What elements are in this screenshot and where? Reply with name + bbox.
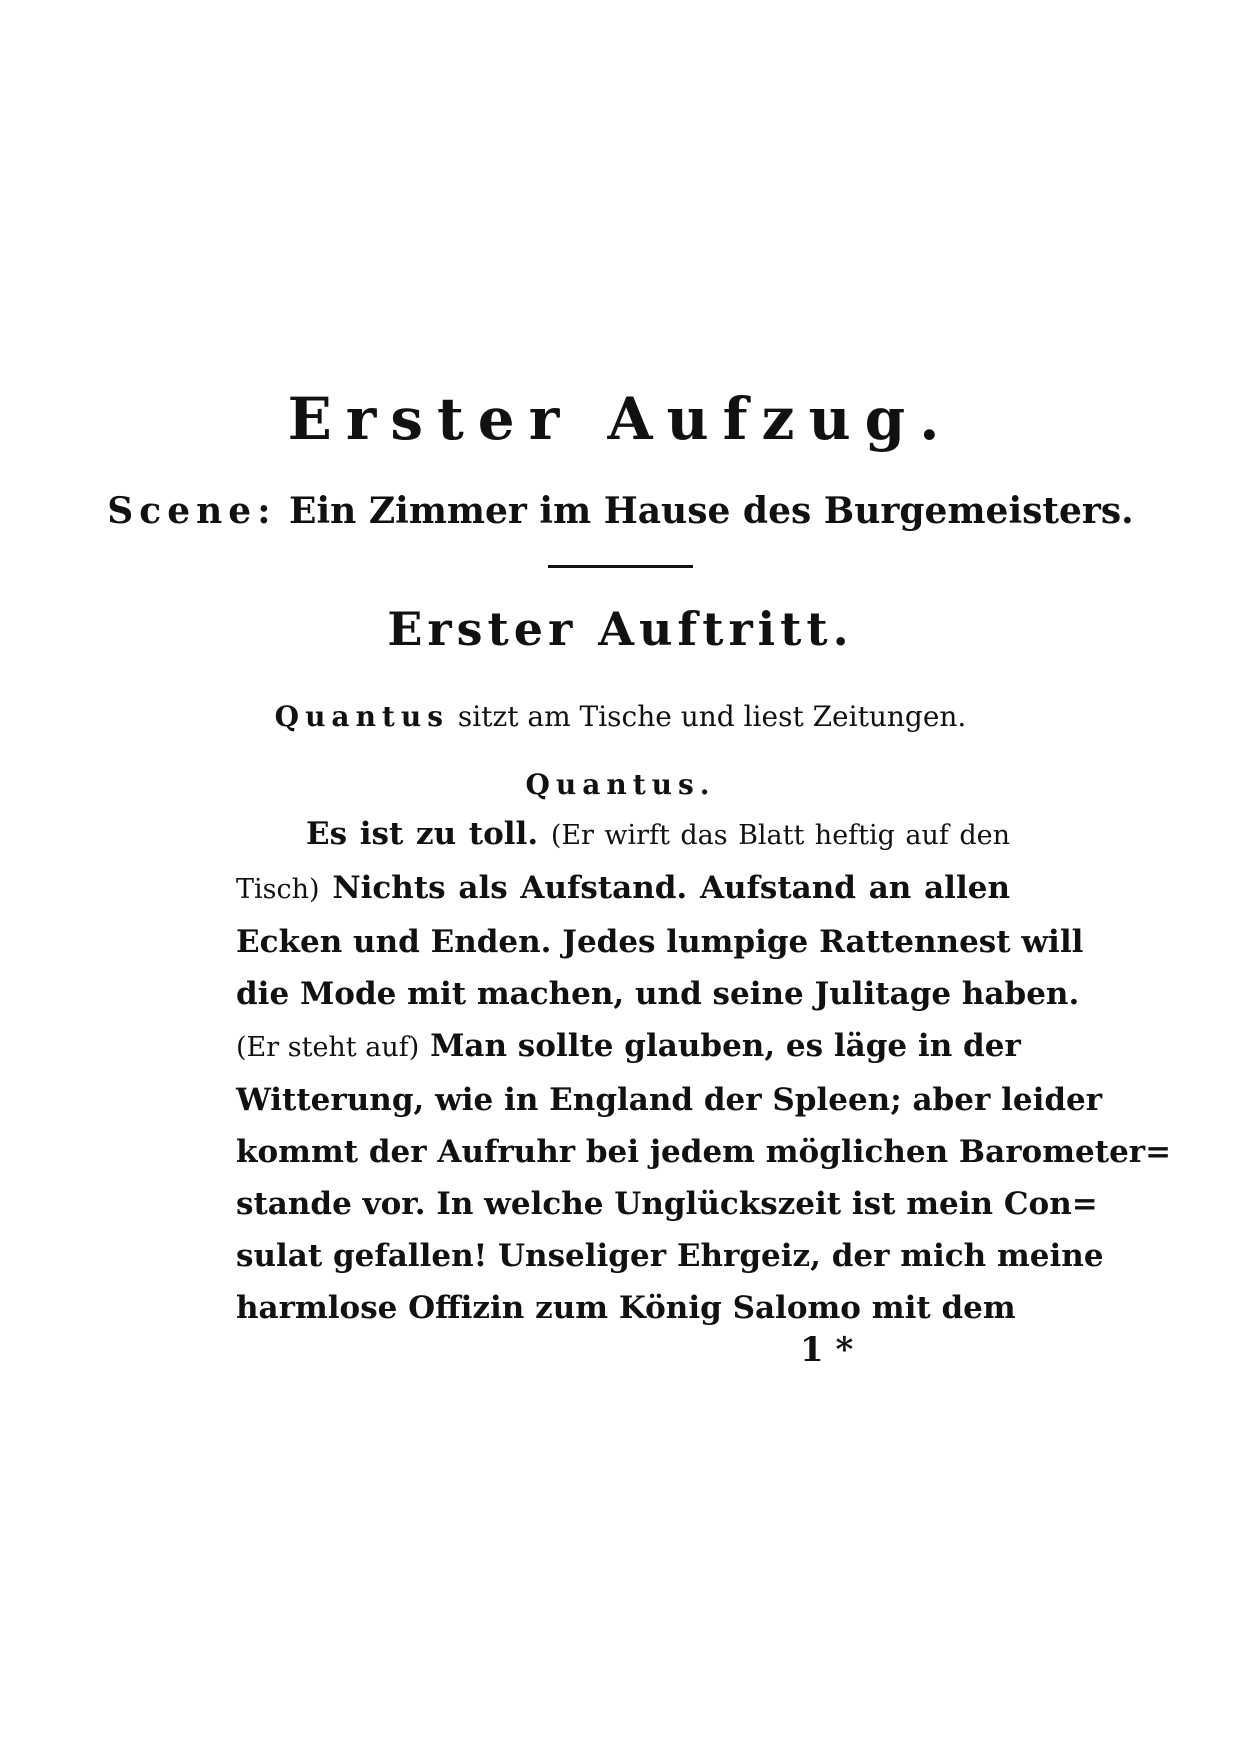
stage-aside: (Er steht auf) bbox=[236, 1032, 420, 1063]
scene-label: Scene: bbox=[107, 490, 277, 532]
section-divider bbox=[548, 565, 693, 568]
text-line: Witterung, wie in England der Spleen; aber leider bbox=[236, 1082, 1103, 1118]
dialogue-text bbox=[236, 808, 1172, 1334]
text-line: kommt der Aufruhr bei jedem möglichen Barometer= bbox=[236, 1134, 1172, 1170]
text-line bbox=[236, 808, 1010, 862]
text-line: sulat gefallen! Unseliger Ehrgeiz, der mich meine bbox=[236, 1238, 1104, 1274]
scene-heading: Erster Auftritt. bbox=[387, 602, 854, 656]
scene-line bbox=[0, 490, 1241, 532]
stage-direction-name: Quantus bbox=[274, 700, 449, 733]
text-line: harmlose Offizin zum König Salomo mit dem bbox=[236, 1290, 1016, 1326]
dialogue-segment: Man sollte glauben, es läge in der bbox=[430, 1028, 1021, 1064]
speaker-name: Quantus. bbox=[525, 768, 716, 801]
dialogue-segment: Nichts als Aufstand. Aufstand an allen bbox=[332, 870, 1010, 906]
dialogue-segment: Es ist zu toll. bbox=[306, 816, 539, 852]
stage-direction bbox=[0, 700, 1241, 733]
text-line bbox=[236, 1020, 1021, 1074]
stage-aside: Tisch) bbox=[236, 874, 320, 905]
stage-aside: (Er wirft das Blatt heftig auf den bbox=[550, 820, 1010, 851]
text-line: stande vor. In welche Unglückszeit ist mein Con= bbox=[236, 1186, 1098, 1222]
act-title: Erster Aufzug. bbox=[287, 385, 954, 453]
text-line: Ecken und Enden. Jedes lumpige Rattennest will bbox=[236, 924, 1084, 960]
stage-direction-text: sitzt am Tische und liest Zeitungen. bbox=[457, 700, 967, 733]
signature-mark: 1 * bbox=[800, 1330, 854, 1370]
text-line: die Mode mit machen, und seine Julitage haben. bbox=[236, 976, 1080, 1012]
text-line bbox=[236, 862, 1010, 916]
scene-description: Ein Zimmer im Hause des Burgemeisters. bbox=[289, 490, 1134, 532]
